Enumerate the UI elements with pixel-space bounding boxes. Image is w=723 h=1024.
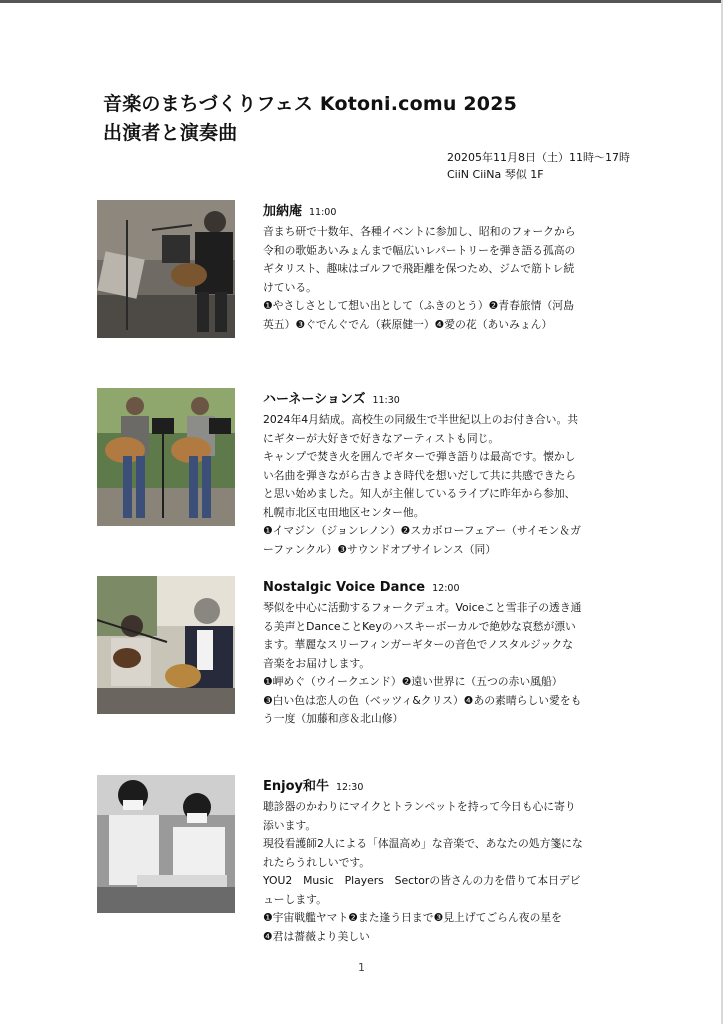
performer-description: 琴似を中心に活動するフォークデュオ。Voiceこと雪非子の透き通る美声とDanceことKeyのハスキーボーカルで絶妙な哀愁が漂います。華麗なスリーフィンガーギターの音色でノスタルジックな音楽をお届けします。 [263, 601, 582, 670]
event-info [447, 149, 630, 183]
title-line-1: 音楽のまちづくりフェス Kotoni.comu 2025 [103, 93, 518, 115]
performer-heading [263, 388, 583, 411]
performer-description: 音まち研で十数年、各種イベントに参加し、昭和のフォークから令和の歌姫あいみょんまで幅広いレパートリーを弾き語る孤高のギタリスト、趣味はゴルフで飛距離を保つため、ジムで筋トレ続けている。 [263, 225, 576, 294]
document-title [103, 90, 517, 148]
performer-setlist: ❶岬めぐ（ウイークエンド）❷遠い世界に（五つの赤い風船） ❸白い色は恋人の色（ベッツィ&クリス）❹あの素晴らしい愛をもう一度（加藤和彦＆北山修） [263, 675, 582, 725]
performance-time: 11:30 [372, 395, 400, 406]
title-line-2: 出演者と演奏曲 [103, 122, 238, 144]
performance-time: 12:30 [336, 782, 364, 793]
page-number: 1 [358, 961, 365, 974]
performer-name: Nostalgic Voice Dance [263, 580, 426, 595]
performer-heading [263, 576, 583, 599]
performer-heading [263, 775, 583, 798]
event-date: 20205年11月8日（土）11時〜17時 [447, 151, 630, 164]
performer-heading [263, 200, 583, 223]
performer-photo [97, 388, 235, 526]
performer-name: 加納庵 [263, 204, 303, 219]
performer-description: 2024年4月結成。高校生の同級生で半世紀以上のお付き合い。共にギターが大好きで好きなアーティストも同じ。 キャンプで焚き火を囲んでギターで弾き語りは最高です。懐かしい名曲を弾きながら古きよき時代を想いだして共に共感できたらと思い始めました。知人が主催しているライブに昨年から参加、札幌市北区屯田地区センター他。 [263, 413, 579, 519]
performer-setlist: ❶やさしさとして想い出として（ふきのとう）❷青春旅情（河島英五）❸ぐでんぐでん（萩原健一）❹愛の花（あいみょん） [263, 299, 574, 331]
event-venue: CiiN CiiNa 琴似 1F [447, 168, 544, 181]
performer-setlist: ❶イマジン（ジョンレノン）❷スカボローフェアー（サイモン＆ガーファンクル）❸サウンドオブサイレンス（同） [263, 524, 581, 556]
performance-time: 12:00 [432, 583, 460, 594]
performance-time: 11:00 [309, 207, 337, 218]
page-top-border [0, 0, 723, 3]
performer-photo [97, 775, 235, 913]
performer-setlist: ❶宇宙戦艦ヤマト❷また逢う日まで❸見上げてごらん夜の星を ❹君は薔薇より美しい [263, 911, 562, 943]
performer-name: ハーネーションズ [263, 392, 366, 407]
performer-photo [97, 576, 235, 714]
performer-name: Enjoy和牛 [263, 779, 329, 794]
performer-description: 聴診器のかわりにマイクとトランペットを持って今日も心に寄り添います。 現役看護師2人による「体温高め」な音楽で、あなたの処方箋になれたらうれしいです。 YOU2 Music Players Sectorの皆さんの力を借りて本日デビューします。 [263, 800, 583, 906]
performer-photo [97, 200, 235, 338]
